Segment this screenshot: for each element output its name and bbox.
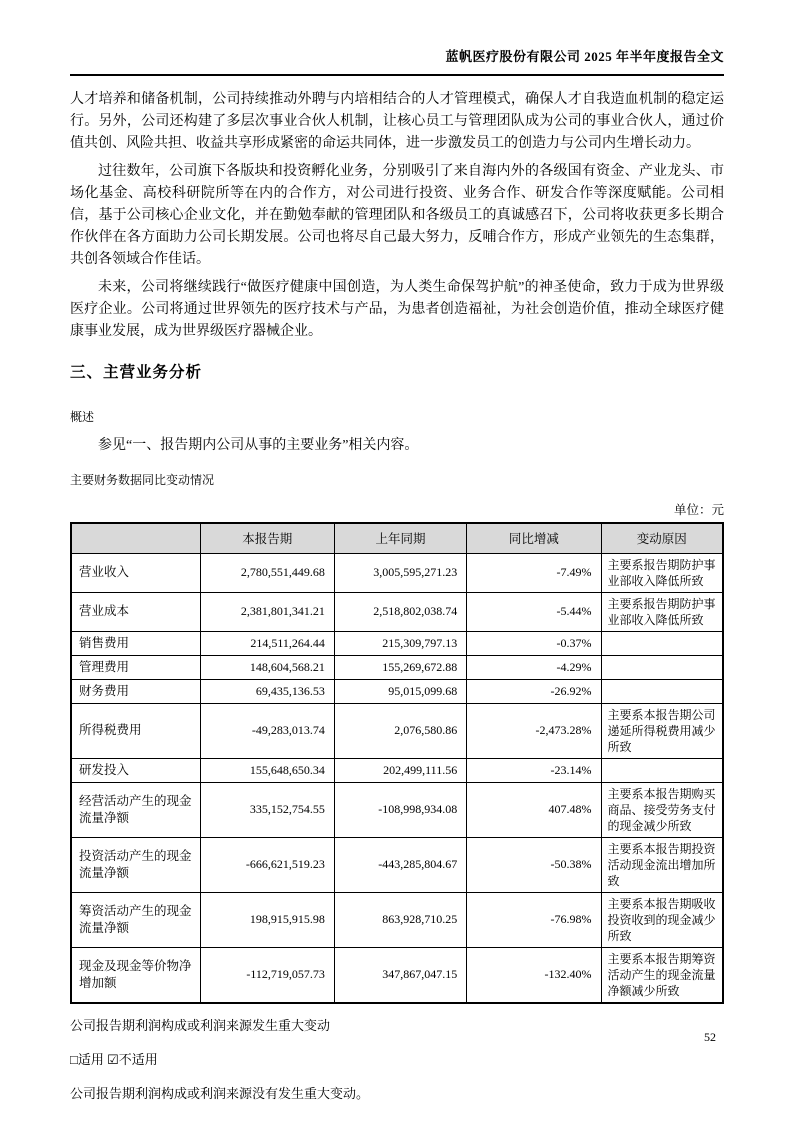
row-label-cell: 财务费用 bbox=[71, 679, 200, 703]
change-cell: -7.49% bbox=[467, 553, 601, 592]
change-cell: -0.37% bbox=[467, 631, 601, 655]
table-row bbox=[71, 655, 723, 679]
current-period-cell: 2,780,551,449.68 bbox=[200, 553, 334, 592]
change-cell: -50.38% bbox=[467, 837, 601, 892]
change-cell: 407.48% bbox=[467, 782, 601, 837]
change-cell: -4.29% bbox=[467, 655, 601, 679]
prior-period-cell: 863,928,710.25 bbox=[334, 892, 466, 947]
change-cell: -23.14% bbox=[467, 758, 601, 782]
prior-period-cell: 215,309,797.13 bbox=[334, 631, 466, 655]
change-cell: -26.92% bbox=[467, 679, 601, 703]
change-cell: -2,473.28% bbox=[467, 703, 601, 758]
prior-period-cell: -108,998,934.08 bbox=[334, 782, 466, 837]
report-header bbox=[70, 46, 724, 76]
row-label-cell: 营业收入 bbox=[71, 553, 200, 592]
overview-text: 参见“一、报告期内公司从事的主要业务”相关内容。 bbox=[98, 438, 419, 453]
table-row bbox=[71, 703, 723, 758]
table-row bbox=[71, 758, 723, 782]
row-label-cell: 筹资活动产生的现金流量净额 bbox=[71, 892, 200, 947]
table-row bbox=[71, 592, 723, 631]
table-body bbox=[71, 553, 723, 1003]
current-period-cell: -112,719,057.73 bbox=[200, 947, 334, 1003]
row-label-cell: 投资活动产生的现金流量净额 bbox=[71, 837, 200, 892]
not-applicable-label: 不适用 bbox=[118, 1051, 158, 1067]
reason-cell: 主要系本报告期公司递延所得税费用减少所致 bbox=[601, 703, 723, 758]
row-label-cell: 研发投入 bbox=[71, 758, 200, 782]
reason-cell bbox=[601, 758, 723, 782]
reason-cell: 主要系报告期防护事业部收入降低所致 bbox=[601, 553, 723, 592]
current-period-cell: 69,435,136.53 bbox=[200, 679, 334, 703]
applicable-label: 适用 bbox=[77, 1051, 104, 1067]
financial-table bbox=[70, 522, 724, 1004]
table-header-row bbox=[71, 523, 723, 553]
section-heading: 三、主营业务分析 bbox=[70, 364, 203, 381]
report-title: 蓝帆医疗股份有限公司 2025 年半年度报告全文 bbox=[445, 49, 724, 64]
prior-period-cell: 2,076,580.86 bbox=[334, 703, 466, 758]
table-row bbox=[71, 947, 723, 1003]
table-row bbox=[71, 892, 723, 947]
current-period-cell: 155,648,650.34 bbox=[200, 758, 334, 782]
table-row bbox=[71, 782, 723, 837]
current-period-cell: 335,152,754.55 bbox=[200, 782, 334, 837]
table-row bbox=[71, 837, 723, 892]
table-header-cell: 同比增减 bbox=[467, 523, 601, 553]
table-header-cell: 上年同期 bbox=[334, 523, 466, 553]
table-caption: 主要财务数据同比变动情况 bbox=[70, 473, 215, 487]
row-label-cell: 现金及现金等价物净增加额 bbox=[71, 947, 200, 1003]
change-cell: -132.40% bbox=[467, 947, 601, 1003]
reason-cell bbox=[601, 655, 723, 679]
reason-cell bbox=[601, 631, 723, 655]
overview-label: 概述 bbox=[70, 410, 95, 424]
profit-no-change-statement: 公司报告期利润构成或利润来源没有发生重大变动。 bbox=[70, 1085, 370, 1101]
prior-period-cell: 2,518,802,038.74 bbox=[334, 592, 466, 631]
row-label-cell: 营业成本 bbox=[71, 592, 200, 631]
body-paragraph: 人才培养和储备机制，公司持续推动外聘与内培相结合的人才管理模式，确保人才自我造血机制的稳定运行。另外，公司还构建了多层次事业合伙人机制，让核心员工与管理团队成为公司的事业合伙人，通过价值共创、风险共担、收益共享形成紧密的命运共同体，进一步激发员工的创造力与公司内生增长动力。 bbox=[70, 92, 724, 151]
change-cell: -5.44% bbox=[467, 592, 601, 631]
prior-period-cell: 95,015,099.68 bbox=[334, 679, 466, 703]
body-paragraph: 未来，公司将继续践行“做医疗健康中国创造，为人类生命保驾护航”的神圣使命，致力于成为世界级医疗企业。公司将通过世界领先的医疗技术与产品，为患者创造福祉，为社会创造价值，推动全球医疗健康事业发展，成为世界级医疗器械企业。 bbox=[70, 280, 724, 339]
table-head bbox=[71, 523, 723, 553]
table-header-cell: 本报告期 bbox=[200, 523, 334, 553]
reason-cell: 主要系本报告期筹资活动产生的现金流量净额减少所致 bbox=[601, 947, 723, 1003]
reason-cell bbox=[601, 679, 723, 703]
reason-cell: 主要系本报告期吸收投资收到的现金减少所致 bbox=[601, 892, 723, 947]
current-period-cell: -666,621,519.23 bbox=[200, 837, 334, 892]
prior-period-cell: 202,499,111.56 bbox=[334, 758, 466, 782]
row-label-cell: 所得税费用 bbox=[71, 703, 200, 758]
prior-period-cell: 3,005,595,271.23 bbox=[334, 553, 466, 592]
row-label-cell: 销售费用 bbox=[71, 631, 200, 655]
current-period-cell: 148,604,568.21 bbox=[200, 655, 334, 679]
reason-cell: 主要系本报告期投资活动现金流出增加所致 bbox=[601, 837, 723, 892]
current-period-cell: 198,915,915.98 bbox=[200, 892, 334, 947]
applicability-line bbox=[70, 1048, 724, 1072]
prior-period-cell: 347,867,047.15 bbox=[334, 947, 466, 1003]
current-period-cell: 2,381,801,341.21 bbox=[200, 592, 334, 631]
unit-label: 单位：元 bbox=[673, 503, 724, 517]
current-period-cell: 214,511,264.44 bbox=[200, 631, 334, 655]
checkbox-checked-icon: ☑ bbox=[107, 1051, 119, 1067]
prior-period-cell: 155,269,672.88 bbox=[334, 655, 466, 679]
table-row bbox=[71, 631, 723, 655]
body-paragraph: 过往数年，公司旗下各版块和投资孵化业务，分别吸引了来自海内外的各级国有资金、产业龙头、市场化基金、高校科研院所等在内的合作方，对公司进行投资、业务合作、研发合作等深度赋能。公司相信，基于公司核心企业文化，并在勤勉奉献的管理团队和各级员工的真诚感召下，公司将收获更多长期合作伙伴在各方面助力公司长期发展。公司也将尽自己最大努力，反哺合作方，形成产业领先的生态集群，共创各领域合作佳话。 bbox=[70, 164, 724, 267]
change-cell: -76.98% bbox=[467, 892, 601, 947]
table-row bbox=[71, 553, 723, 592]
page-number: 52 bbox=[704, 1030, 716, 1044]
current-period-cell: -49,283,013.74 bbox=[200, 703, 334, 758]
profit-change-statement: 公司报告期利润构成或利润来源发生重大变动 bbox=[70, 1017, 331, 1033]
prior-period-cell: -443,285,804.67 bbox=[334, 837, 466, 892]
table-header-cell: 变动原因 bbox=[601, 523, 723, 553]
reason-cell: 主要系报告期防护事业部收入降低所致 bbox=[601, 592, 723, 631]
table-header-cell bbox=[71, 523, 200, 553]
row-label-cell: 经营活动产生的现金流量净额 bbox=[71, 782, 200, 837]
table-row bbox=[71, 679, 723, 703]
reason-cell: 主要系本报告期购买商品、接受劳务支付的现金减少所致 bbox=[601, 782, 723, 837]
checkbox-unchecked-icon: □ bbox=[70, 1051, 78, 1067]
row-label-cell: 管理费用 bbox=[71, 655, 200, 679]
